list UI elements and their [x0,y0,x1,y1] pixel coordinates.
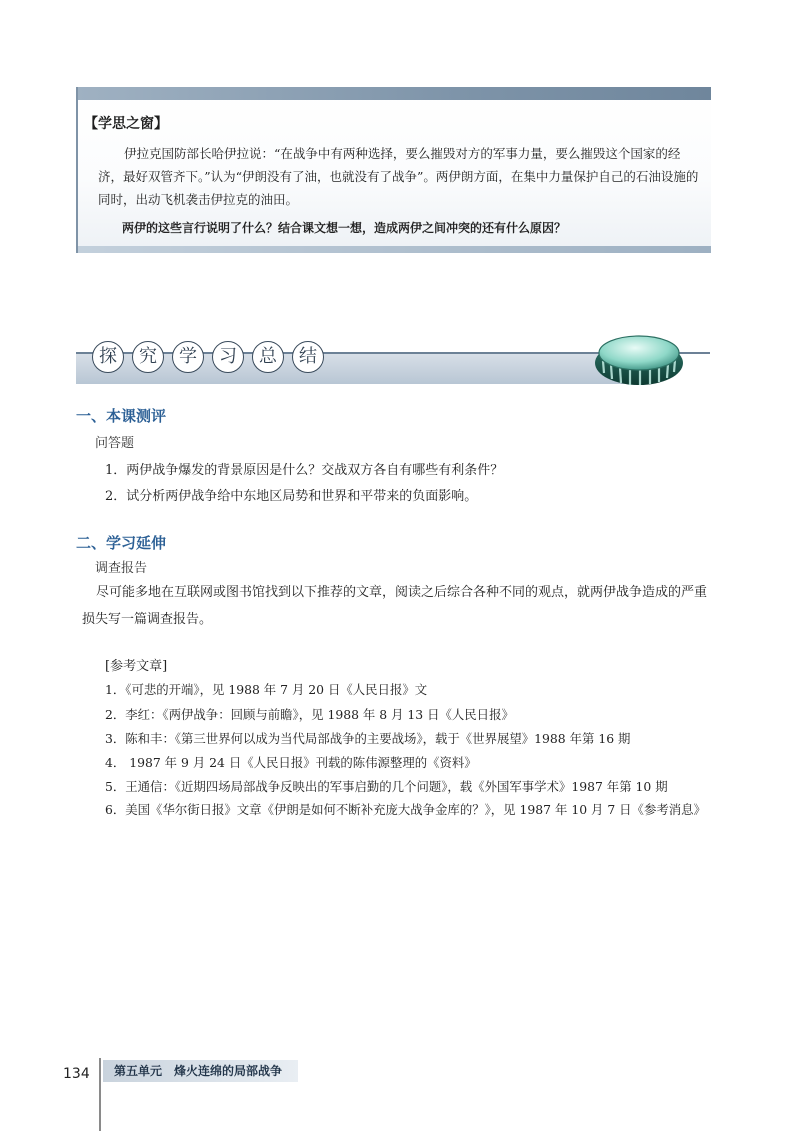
inquiry-summary-banner [76,327,716,385]
banner-char: 学 [172,341,204,373]
banner-char: 结 [292,341,324,373]
banner-char: 探 [92,341,124,373]
survey-report-label: 调查报告 [95,561,148,576]
section-heading-assessment: 一、本课测评 [76,407,167,425]
banner-char: 习 [212,341,244,373]
footer-divider [99,1058,101,1131]
reference-item: 6．美国《华尔街日报》文章《伊朗是如何不断补充庞大战争金库的？》，见 1987 年 10 月 7 日《参考消息》 [105,802,706,817]
window-title: 【学思之窗】 [84,116,168,132]
unit-label: 第五单元 烽火连绵的局部战争 [103,1060,298,1082]
reference-item: 4． 1987 年 9 月 24 日《人民日报》刊载的陈伟源整理的《资料》 [105,755,477,770]
references-label: [参考文章] [105,659,168,674]
extension-instructions: 尽可能多地在互联网或图书馆找到以下推荐的文章，阅读之后综合各种不同的观点，就两伊战争造成的严重损失写一篇调查报告。 [82,585,708,627]
learning-window-box [76,87,711,253]
reference-item: 2．李红：《两伊战争：回顾与前瞻》，见 1988 年 8 月 13 日《人民日报》 [105,707,514,722]
question-type-label: 问答题 [95,436,135,451]
reference-item: 1．《可悲的开端》，见 1988 年 7 月 20 日《人民日报》文 [105,682,428,697]
window-top-bar [78,87,711,100]
section-heading-extension: 二、学习延伸 [76,534,167,552]
banner-char: 究 [132,341,164,373]
window-bottom-bar [78,246,711,253]
page-number: 134 [63,1066,90,1082]
question-item: 1．两伊战争爆发的背景原因是什么？交战双方各自有哪些有利条件？ [105,463,504,478]
banner-disc-icon [587,327,691,387]
window-question: 两伊的这些言行说明了什么？结合课文想一想，造成两伊之间冲突的还有什么原因？ [122,221,567,235]
reference-item: 5．王通信：《近期四场局部战争反映出的军事启勤的几个问题》，载《外国军事学术》1987 年第 10 期 [105,779,668,794]
question-item: 2．试分析两伊战争给中东地区局势和世界和平带来的负面影响。 [105,489,478,504]
reference-item: 3．陈和丰：《第三世界何以成为当代局部战争的主要战场》，载于《世界展望》1988 年第 16 期 [105,731,631,746]
banner-char: 总 [252,341,284,373]
window-paragraph: 伊拉克国防部长哈伊拉说：“在战争中有两种选择，要么摧毁对方的军事力量，要么摧毁这个国家的经济，最好双管齐下。”认为“伊朗没有了油，也就没有了战争”。两伊朗方面，在集中力量保护自己的石油设施的同时，出动飞机袭击伊拉克的油田。 [98,146,699,207]
